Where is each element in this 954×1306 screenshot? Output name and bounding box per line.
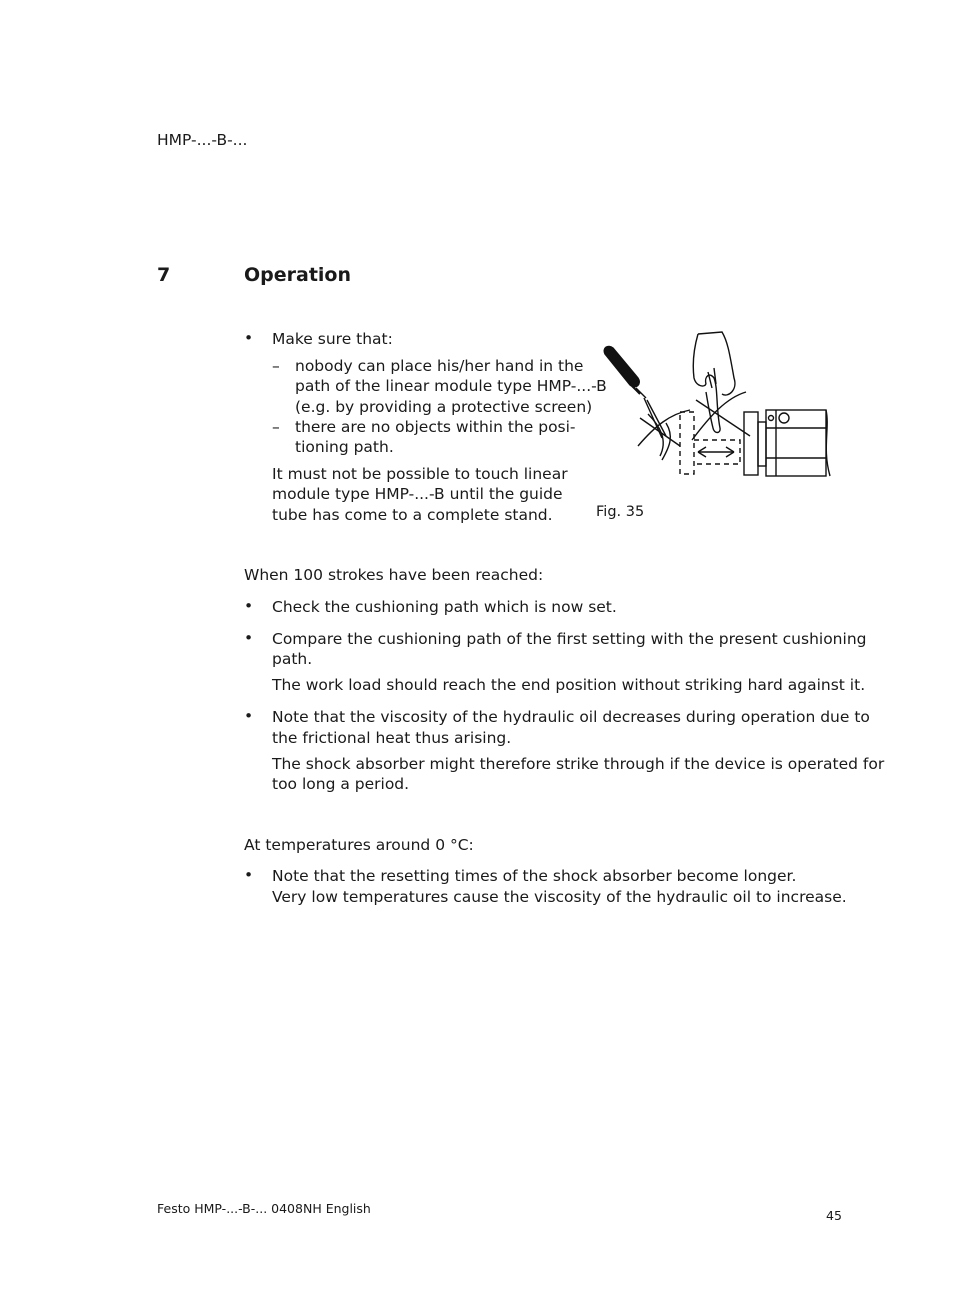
dash-item-line: tioning path. (295, 438, 394, 456)
page-number: 45 (826, 1208, 842, 1223)
temperature-heading: At temperatures around 0 °C: (244, 836, 474, 854)
bullet-icon: • (244, 329, 254, 347)
list-item: Very low temperatures cause the viscosity of the hydraulic oil to increase. (272, 888, 847, 906)
bullet-icon: • (244, 707, 254, 725)
list-item-note: too long a period. (272, 775, 410, 793)
make-sure-label: Make sure that: (272, 330, 393, 348)
intro-note-line: module type HMP-...-B until the guide (272, 485, 563, 503)
list-item: Compare the cushioning path of the first setting with the present cushioning (272, 630, 867, 648)
bullet-icon: • (244, 629, 254, 647)
document-header: HMP-...-B-... (157, 131, 248, 149)
figure-caption: Fig. 35 (596, 504, 645, 520)
section-number: 7 (157, 264, 171, 286)
bullet-icon: • (244, 866, 254, 884)
list-item-note: The shock absorber might therefore strike through if the device is operated for (272, 755, 885, 773)
no-hands-in-path-warning-illustration (600, 328, 832, 480)
dash-item-line: nobody can place his/her hand in the (295, 357, 584, 375)
dash-item-line: there are no objects within the posi- (295, 418, 576, 436)
bullet-icon: • (244, 597, 254, 615)
strokes-heading: When 100 strokes have been reached: (244, 566, 544, 584)
dash-icon: – (272, 357, 280, 375)
intro-note-line: tube has come to a complete stand. (272, 506, 553, 524)
dash-item-line: path of the linear module type HMP-...-B (295, 377, 607, 395)
intro-note-line: It must not be possible to touch linear (272, 465, 568, 483)
section-title: Operation (244, 264, 352, 286)
footer-document-id: Festo HMP-...-B-... 0408NH English (157, 1201, 371, 1216)
dash-item-line: (e.g. by providing a protective screen) (295, 398, 593, 416)
list-item: Note that the resetting times of the shock absorber become longer. (272, 867, 797, 885)
list-item: Note that the viscosity of the hydraulic oil decreases during operation due to (272, 708, 870, 726)
dash-icon: – (272, 418, 280, 436)
list-item: the frictional heat thus arising. (272, 729, 512, 747)
list-item-note: The work load should reach the end position without striking hard against it. (272, 676, 866, 694)
list-item: path. (272, 650, 313, 668)
list-item: Check the cushioning path which is now set. (272, 598, 617, 616)
